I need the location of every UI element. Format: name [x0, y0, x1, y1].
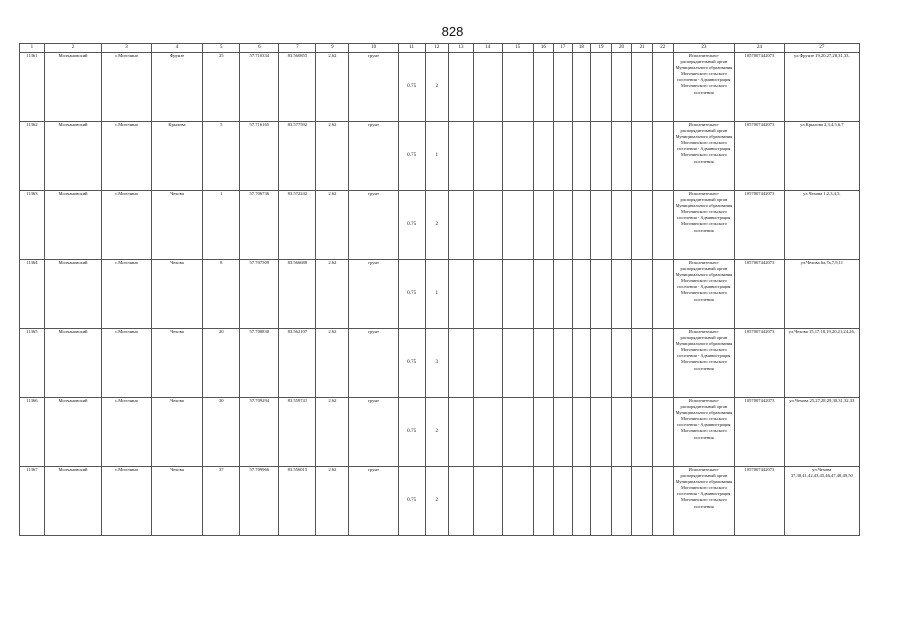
- column-number: 16: [533, 44, 554, 53]
- district-cell: Молчановский: [44, 53, 102, 122]
- ogrn-cell: 1057007442073: [735, 329, 784, 398]
- column-number: 19: [591, 44, 612, 53]
- empty-cell: [449, 398, 474, 467]
- empty-cell: [533, 260, 554, 329]
- addresses-cell: ул.Фрунзе 19,20,27,28,31,33,: [784, 53, 859, 122]
- organization-cell: Исполнительно-распорядительный орган Муниципального образования Могочинского сельского поселения - Администрация Могочинского сельского поселения: [673, 122, 735, 191]
- empty-cell: [554, 191, 573, 260]
- district-cell: Молчановский: [44, 329, 102, 398]
- table-row: [20, 260, 860, 329]
- value-cell: 0.75: [398, 467, 425, 536]
- table-row: [20, 467, 860, 536]
- empty-cell: [473, 467, 502, 536]
- empty-cell: [591, 191, 612, 260]
- empty-cell: [652, 398, 673, 467]
- empty-cell: [652, 467, 673, 536]
- empty-cell: [533, 467, 554, 536]
- column-number: 10: [349, 44, 398, 53]
- column-number: 5: [203, 44, 240, 53]
- count-cell: 1: [425, 122, 449, 191]
- column-number: 24: [735, 44, 784, 53]
- ogrn-cell: 1057007442073: [735, 191, 784, 260]
- table-row: [20, 191, 860, 260]
- count-cell: 1: [425, 260, 449, 329]
- count-cell: 2: [425, 191, 449, 260]
- table-row: [20, 329, 860, 398]
- latitude-cell: 57.707509: [240, 260, 279, 329]
- table-header-row: [20, 44, 860, 53]
- empty-cell: [652, 53, 673, 122]
- column-number: 27: [784, 44, 859, 53]
- empty-cell: [533, 191, 554, 260]
- column-number: 9: [316, 44, 349, 53]
- longitude-cell: 83.566688: [279, 260, 316, 329]
- house-number-cell: 30: [203, 398, 240, 467]
- longitude-cell: 83.577592: [279, 122, 316, 191]
- house-number-cell: 20: [203, 329, 240, 398]
- settlement-cell: с.Могочино: [102, 467, 151, 536]
- house-number-cell: 25: [203, 53, 240, 122]
- street-cell: Чехова: [151, 191, 202, 260]
- row-id: 11365: [20, 329, 45, 398]
- latitude-cell: 57.716165: [240, 122, 279, 191]
- value-cell: 2.62: [316, 329, 349, 398]
- column-number: 18: [572, 44, 591, 53]
- empty-cell: [473, 329, 502, 398]
- house-number-cell: 37: [203, 467, 240, 536]
- empty-cell: [533, 398, 554, 467]
- column-number: 3: [102, 44, 151, 53]
- latitude-cell: 57.706736: [240, 191, 279, 260]
- addresses-cell: ул.Чехова 25,27,28,29,30,31,32,33: [784, 398, 859, 467]
- street-cell: Чехова: [151, 467, 202, 536]
- house-number-cell: 5: [203, 122, 240, 191]
- organization-cell: Исполнительно-распорядительный орган Муниципального образования Могочинского сельского поселения - Администрация Могочинского сельского поселения: [673, 191, 735, 260]
- count-cell: 2: [425, 398, 449, 467]
- empty-cell: [449, 53, 474, 122]
- street-cell: Чехова: [151, 260, 202, 329]
- empty-cell: [611, 467, 632, 536]
- empty-cell: [591, 329, 612, 398]
- empty-cell: [632, 398, 653, 467]
- empty-cell: [502, 122, 533, 191]
- empty-cell: [533, 53, 554, 122]
- empty-cell: [572, 191, 591, 260]
- empty-cell: [502, 191, 533, 260]
- addresses-cell: ул.Крылова 2,3,4,5,6,7: [784, 122, 859, 191]
- surface-cell: грунт: [349, 53, 398, 122]
- registry-table: [19, 43, 860, 536]
- longitude-cell: 83.560855: [279, 53, 316, 122]
- organization-cell: Исполнительно-распорядительный орган Муниципального образования Могочинского сельского поселения - Администрация Могочинского сельского поселения: [673, 467, 735, 536]
- table-row: [20, 53, 860, 122]
- street-cell: Крылова: [151, 122, 202, 191]
- column-number: 11: [398, 44, 425, 53]
- empty-cell: [632, 467, 653, 536]
- latitude-cell: 57.708830: [240, 329, 279, 398]
- column-number: 22: [652, 44, 673, 53]
- empty-cell: [611, 329, 632, 398]
- empty-cell: [632, 191, 653, 260]
- district-cell: Молчановский: [44, 398, 102, 467]
- empty-cell: [502, 329, 533, 398]
- column-number: 7: [279, 44, 316, 53]
- empty-cell: [611, 191, 632, 260]
- empty-cell: [473, 398, 502, 467]
- value-cell: 2.62: [316, 53, 349, 122]
- ogrn-cell: 1057007442073: [735, 398, 784, 467]
- value-cell: 0.75: [398, 53, 425, 122]
- column-number: 20: [611, 44, 632, 53]
- surface-cell: грунт: [349, 260, 398, 329]
- empty-cell: [533, 122, 554, 191]
- column-number: 1: [20, 44, 45, 53]
- addresses-cell: ул.Чехова 15,17,18,19,20,21,24,26,: [784, 329, 859, 398]
- addresses-cell: ул.Чехова 37,38,41,42,43,45,46,47,48,49,50: [784, 467, 859, 536]
- empty-cell: [449, 329, 474, 398]
- latitude-cell: 57.709294: [240, 398, 279, 467]
- page-number: 828: [441, 24, 464, 39]
- latitude-cell: 57.710334: [240, 53, 279, 122]
- settlement-cell: с.Могочино: [102, 329, 151, 398]
- organization-cell: Исполнительно-распорядительный орган Муниципального образования Могочинского сельского поселения - Администрация Могочинского сельского поселения: [673, 398, 735, 467]
- column-number: 17: [554, 44, 573, 53]
- column-number: 14: [473, 44, 502, 53]
- surface-cell: грунт: [349, 398, 398, 467]
- surface-cell: грунт: [349, 467, 398, 536]
- column-number: 4: [151, 44, 202, 53]
- district-cell: Молчановский: [44, 260, 102, 329]
- empty-cell: [554, 467, 573, 536]
- row-id: 11362: [20, 122, 45, 191]
- empty-cell: [572, 260, 591, 329]
- addresses-cell: ул.Чехова 1,2,3,4,5,: [784, 191, 859, 260]
- longitude-cell: 83.572242: [279, 191, 316, 260]
- empty-cell: [502, 467, 533, 536]
- empty-cell: [611, 398, 632, 467]
- empty-cell: [611, 53, 632, 122]
- surface-cell: грунт: [349, 329, 398, 398]
- column-number: 21: [632, 44, 653, 53]
- empty-cell: [554, 122, 573, 191]
- count-cell: 3: [425, 329, 449, 398]
- value-cell: 0.75: [398, 329, 425, 398]
- empty-cell: [652, 122, 673, 191]
- empty-cell: [473, 260, 502, 329]
- empty-cell: [554, 329, 573, 398]
- longitude-cell: 83.559741: [279, 398, 316, 467]
- value-cell: 2.62: [316, 260, 349, 329]
- table-row: [20, 122, 860, 191]
- empty-cell: [652, 329, 673, 398]
- house-number-cell: 1: [203, 191, 240, 260]
- district-cell: Молчановский: [44, 191, 102, 260]
- value-cell: 2.62: [316, 191, 349, 260]
- empty-cell: [632, 53, 653, 122]
- empty-cell: [533, 329, 554, 398]
- empty-cell: [591, 260, 612, 329]
- ogrn-cell: 1057007442073: [735, 122, 784, 191]
- district-cell: Молчановский: [44, 467, 102, 536]
- empty-cell: [572, 122, 591, 191]
- empty-cell: [591, 398, 612, 467]
- street-cell: Фрунзе: [151, 53, 202, 122]
- empty-cell: [449, 260, 474, 329]
- empty-cell: [449, 122, 474, 191]
- value-cell: 0.75: [398, 260, 425, 329]
- column-number: 6: [240, 44, 279, 53]
- empty-cell: [591, 53, 612, 122]
- settlement-cell: с.Могочино: [102, 260, 151, 329]
- empty-cell: [632, 260, 653, 329]
- empty-cell: [572, 329, 591, 398]
- empty-cell: [591, 122, 612, 191]
- empty-cell: [591, 467, 612, 536]
- column-number: 13: [449, 44, 474, 53]
- empty-cell: [572, 398, 591, 467]
- empty-cell: [473, 53, 502, 122]
- row-id: 11363: [20, 191, 45, 260]
- organization-cell: Исполнительно-распорядительный орган Муниципального образования Могочинского сельского поселения - Администрация Могочинского сельского поселения: [673, 260, 735, 329]
- surface-cell: грунт: [349, 122, 398, 191]
- column-number: 15: [502, 44, 533, 53]
- empty-cell: [502, 398, 533, 467]
- empty-cell: [632, 329, 653, 398]
- longitude-cell: 83.562107: [279, 329, 316, 398]
- empty-cell: [473, 122, 502, 191]
- empty-cell: [572, 53, 591, 122]
- column-number: 12: [425, 44, 449, 53]
- settlement-cell: с.Могочино: [102, 398, 151, 467]
- district-cell: Молчановский: [44, 122, 102, 191]
- value-cell: 2.62: [316, 467, 349, 536]
- empty-cell: [473, 191, 502, 260]
- value-cell: 2.62: [316, 122, 349, 191]
- column-number: 2: [44, 44, 102, 53]
- street-cell: Чехова: [151, 329, 202, 398]
- settlement-cell: с.Могочино: [102, 191, 151, 260]
- organization-cell: Исполнительно-распорядительный орган Муниципального образования Могочинского сельского поселения - Администрация Могочинского сельского поселения: [673, 329, 735, 398]
- empty-cell: [632, 122, 653, 191]
- latitude-cell: 57.709966: [240, 467, 279, 536]
- row-id: 11367: [20, 467, 45, 536]
- row-id: 11364: [20, 260, 45, 329]
- count-cell: 2: [425, 53, 449, 122]
- empty-cell: [449, 467, 474, 536]
- row-id: 11366: [20, 398, 45, 467]
- street-cell: Чехова: [151, 398, 202, 467]
- empty-cell: [554, 53, 573, 122]
- value-cell: 0.75: [398, 122, 425, 191]
- empty-cell: [611, 260, 632, 329]
- ogrn-cell: 1057007442073: [735, 53, 784, 122]
- ogrn-cell: 1057007442073: [735, 260, 784, 329]
- empty-cell: [652, 260, 673, 329]
- empty-cell: [572, 467, 591, 536]
- settlement-cell: с.Могочино: [102, 122, 151, 191]
- empty-cell: [502, 260, 533, 329]
- organization-cell: Исполнительно-распорядительный орган Муниципального образования Могочинского сельского поселения - Администрация Могочинского сельского поселения: [673, 53, 735, 122]
- column-number: 23: [673, 44, 735, 53]
- empty-cell: [554, 398, 573, 467]
- longitude-cell: 83.556015: [279, 467, 316, 536]
- empty-cell: [611, 122, 632, 191]
- empty-cell: [449, 191, 474, 260]
- surface-cell: грунт: [349, 191, 398, 260]
- empty-cell: [502, 53, 533, 122]
- table-row: [20, 398, 860, 467]
- settlement-cell: с.Могочино: [102, 53, 151, 122]
- value-cell: 0.75: [398, 191, 425, 260]
- empty-cell: [652, 191, 673, 260]
- ogrn-cell: 1057007442073: [735, 467, 784, 536]
- count-cell: 2: [425, 467, 449, 536]
- empty-cell: [554, 260, 573, 329]
- value-cell: 2.62: [316, 398, 349, 467]
- addresses-cell: ул.Чехова 6а,7а,7,9,11: [784, 260, 859, 329]
- house-number-cell: 8: [203, 260, 240, 329]
- value-cell: 0.75: [398, 398, 425, 467]
- row-id: 11361: [20, 53, 45, 122]
